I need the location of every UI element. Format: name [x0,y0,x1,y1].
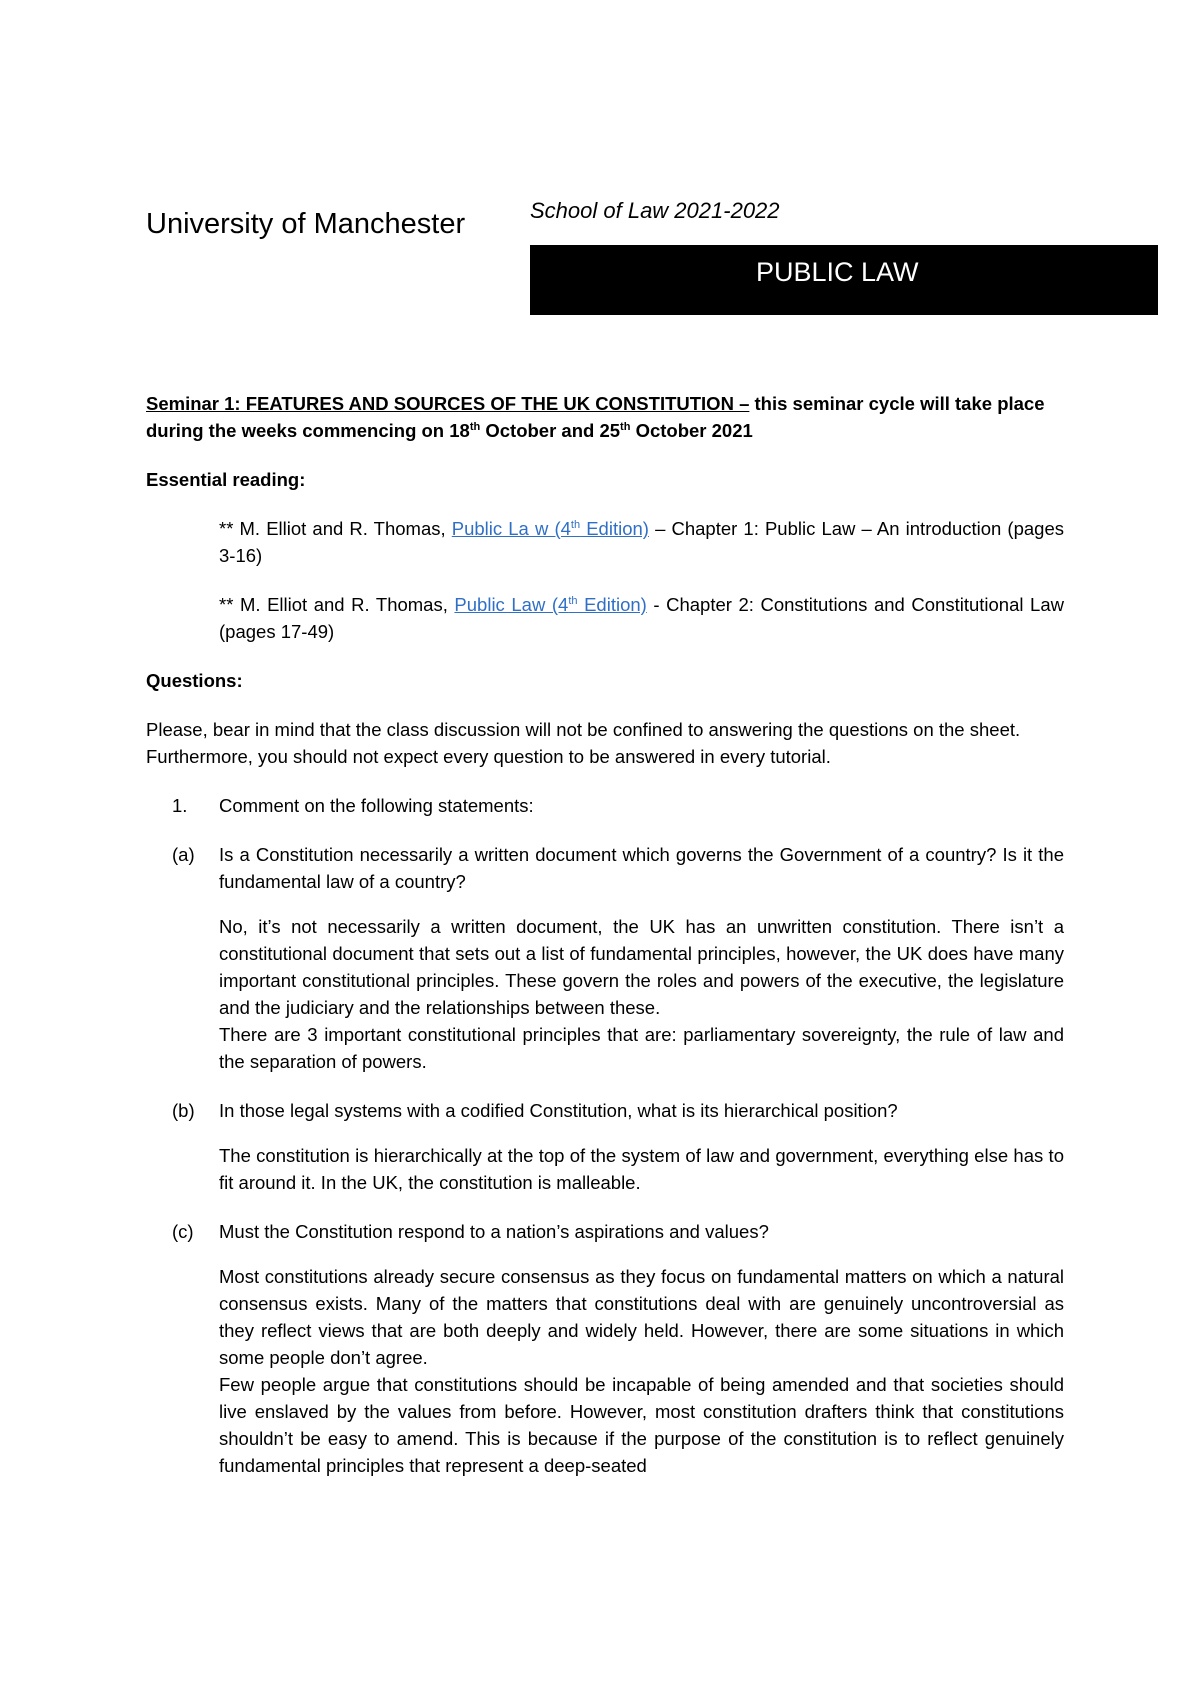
reading-item-2-link[interactable]: Public Law (4th Edition) [454,594,647,615]
course-title-bar [530,245,1158,315]
school-year: School of Law 2021-2022 [530,198,780,223]
part-c-answer-2: Few people argue that constitutions should be incapable of being amended and that societies should live enslaved by the values from before. However, most constitution drafters think that constitutions shouldn’t be easy to amend. This is because if the purpose of the constitution is to reflect genuinely fundamental principles that represent a deep-seated [219,1374,1064,1476]
question-part-c [146,1218,1064,1245]
reading-item-2-suffix: - Chapter 2: Constitutions and Constitutional Law (pages 17-49) [219,594,1064,642]
seminar-title-rest-a: this seminar cycle will take place during the weeks commencing on 18 [146,393,1045,441]
part-b-label: (b) [172,1100,195,1121]
questions-heading: Questions: [146,670,243,691]
essential-reading-heading: Essential reading: [146,469,306,490]
questions-intro: Please, bear in mind that the class discussion will not be confined to answering the questions on the sheet. Furthermore, you should not expect every question to be answered in every tutorial. [146,719,1021,767]
reading-item-1-suffix: – Chapter 1: Public Law – An introduction (pages 3-16) [219,518,1064,566]
seminar-title-underlined: Seminar 1: FEATURES AND SOURCES OF THE UK CONSTITUTION – [146,393,750,414]
part-c-label: (c) [172,1221,194,1242]
question-part-b [146,1097,1064,1124]
part-c-question: Must the Constitution respond to a nation’s aspirations and values? [219,1221,769,1242]
sup-th-1: th [469,420,481,433]
reading-item-1-prefix: ** M. Elliot and R. Thomas, [219,518,452,539]
part-b-question: In those legal systems with a codified Constitution, what is its hierarchical position? [219,1100,898,1121]
part-b-answer-1: The constitution is hierarchically at the top of the system of law and government, everything else has to fit around it. In the UK, the constitution is malleable. [219,1145,1064,1193]
question-1-text: Comment on the following statements: [219,795,534,816]
part-a-question: Is a Constitution necessarily a written document which governs the Government of a country? Is it the fundamental law of a country? [219,844,1064,892]
part-a-answer-1: No, it’s not necessarily a written document, the UK has an unwritten constitution. There isn’t a constitutional document that sets out a list of fundamental principles, however, the UK does have many important constitutional principles. These govern the roles and powers of the executive, the legislature and the judiciary and the relationships between these. [219,916,1064,1018]
seminar-title-rest-b: October and 25 [480,420,621,441]
seminar-title [146,390,1064,444]
reading-item-1 [146,515,1064,569]
course-title: PUBLIC LAW [756,257,919,287]
part-c-answer-1: Most constitutions already secure consensus as they focus on fundamental matters on which a natural consensus exists. Many of the matters that constitutions deal with are genuinely uncontroversial as they reflect views that are both deeply and widely held. However, there are some situations in which some people don’t agree. [219,1266,1064,1368]
reading-item-1-link[interactable]: Public La w (4th Edition) [451,518,649,539]
part-a-answer-2: There are 3 important constitutional principles that are: parliamentary sovereignty, the rule of law and the separation of powers. [219,1024,1064,1072]
university-name: University of Manchester [146,208,466,240]
reading-item-2 [146,591,1064,645]
question-1 [146,792,1064,819]
seminar-title-rest-c: October 2021 [630,420,753,441]
question-1-number: 1. [172,795,188,816]
reading-item-2-prefix: ** M. Elliot and R. Thomas, [219,594,455,615]
part-a-label: (a) [172,844,195,865]
document-body [146,390,1064,1479]
sup-th-2: th [620,420,631,433]
question-part-a [146,841,1064,895]
